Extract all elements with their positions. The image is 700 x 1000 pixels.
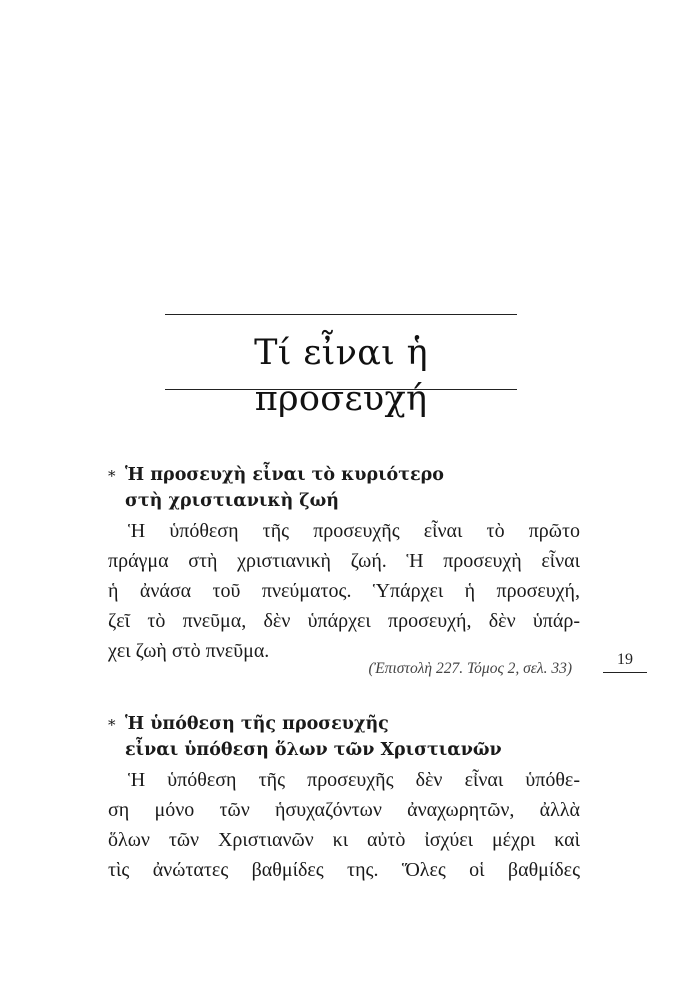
heading-line: εἶναι ὑπόθεση ὅλων τῶν Χριστιανῶν <box>125 740 502 760</box>
title-rule-bottom <box>165 389 517 390</box>
section-heading <box>108 462 580 514</box>
body-line: ση μόνο τῶν ἡσυχαζόντων ἀναχωρητῶν, ἀλλὰ <box>108 799 580 821</box>
body-line: τὶς ἀνώτατες βαθμίδες της. Ὅλες οἱ βαθμίδες <box>108 859 580 881</box>
body-line: ὅλων τῶν Χριστιανῶν κι αὐτὸ ἰσχύει μέχρι καὶ <box>108 829 580 851</box>
section-body <box>108 765 580 885</box>
asterisk-marker: * <box>108 716 116 734</box>
section-prayer-most-important <box>108 462 580 666</box>
chapter-title: Τί εἶναι ἡ προσευχή <box>254 333 428 419</box>
body-line: πράγμα στὴ χριστιανικὴ ζωή. Ἡ προσευχὴ εἶναι <box>108 550 580 572</box>
body-line: ζεῖ τὸ πνεῦμα, δὲν ὑπάρχει προσευχή, δὲν ὑπάρ- <box>108 610 580 632</box>
body-line: χει ζωὴ στὸ πνεῦμα. <box>108 640 270 662</box>
heading-line: στὴ χριστιανικὴ ζωή <box>125 491 340 511</box>
section-body <box>108 516 580 666</box>
title-rule-top <box>165 314 517 315</box>
body-line: Ἡ ὑπόθεση τῆς προσευχῆς δὲν εἶναι ὑπόθε- <box>128 769 580 791</box>
page-number: 19 <box>603 650 647 673</box>
body-line: Ἡ ὑπόθεση τῆς προσευχῆς εἶναι τὸ πρῶτο <box>128 520 580 542</box>
heading-line: Ἡ ὑπόθεση τῆς προσευχῆς <box>125 714 389 734</box>
body-line: ἡ ἀνάσα τοῦ πνεύματος. Ὑπάρχει ἡ προσευχή, <box>108 580 580 602</box>
section-prayer-for-all-christians <box>108 711 580 885</box>
heading-line: Ἡ προσευχὴ εἶναι τὸ κυριότερο <box>125 465 444 485</box>
citation: (Ἐπιστολὴ 227. Τόμος 2, σελ. 33) <box>368 660 572 677</box>
section-heading <box>108 711 580 763</box>
asterisk-marker: * <box>108 467 116 485</box>
